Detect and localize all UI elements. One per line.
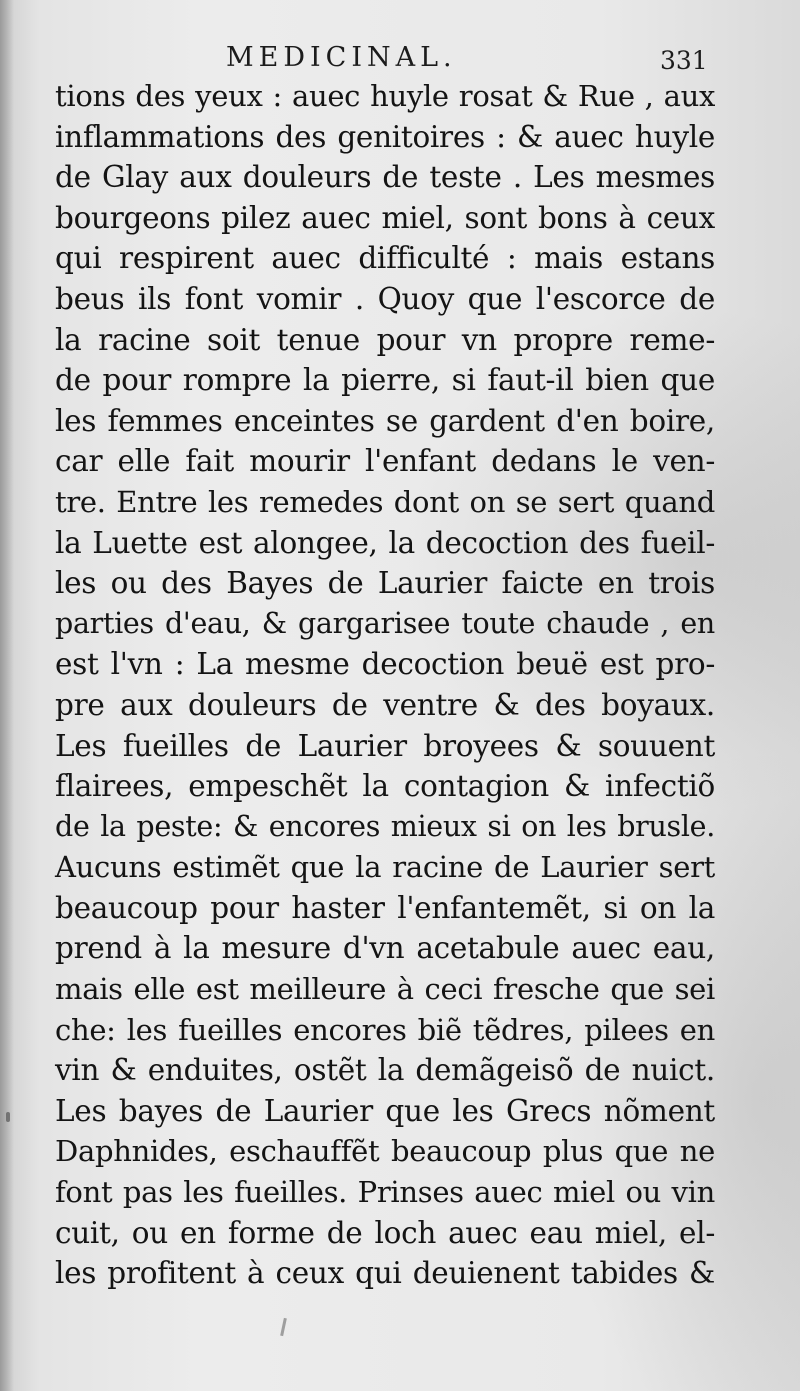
text-line: Les fueilles de Laurier broyees & souuent [55,728,715,763]
text-line: de Glay aux douleurs de teste . Les mesmes [55,160,715,195]
text-line: parties d'eau, & gargarisee toute chaude , en [55,606,715,640]
text-line: de pour rompre la pierre, si faut-il bien que [55,363,715,398]
text-line: font pas les fueilles. Prinses auec miel ou vin [55,1175,715,1210]
running-head [0,38,800,78]
text-line: cuit, ou en forme de loch auec eau miel, el- [55,1215,715,1250]
text-line: la racine soit tenue pour vn propre reme- [55,322,715,357]
text-line: vin & enduites, ostẽt la demãgeisõ de nuict. [55,1053,715,1088]
text-line: tions des yeux : auec huyle rosat & Rue , aux [55,79,715,113]
text-line: qui respirent auec difficulté : mais estans [55,241,715,276]
text-line: tre. Entre les remedes dont on se sert quand [55,484,715,519]
text-line: de la peste: & encores mieux si on les brusle. [55,809,715,843]
text-line: inflammations des genitoires : & auec huyle [55,119,715,154]
text-line: beus ils font vomir . Quoy que l'escorce de [55,281,715,316]
text-line: les femmes enceintes se gardent d'en boire, [55,403,715,438]
running-head-title: MEDICINAL. [226,42,457,73]
text-line: Les bayes de Laurier que les Grecs nõment [55,1093,715,1128]
text-line: che: les fueilles encores biẽ tẽdres, pilees en [55,1012,715,1047]
text-line: les ou des Bayes de Laurier faicte en trois [55,566,715,601]
text-line: pre aux douleurs de ventre & des boyaux. [55,687,715,722]
text-line: la Luette est alongee, la decoction des fueil- [55,525,715,560]
text-line: est l'vn : La mesme decoction beuë est pro- [55,647,715,682]
text-line: mais elle est meilleure à ceci fresche que sei [55,972,715,1007]
text-line: prend à la mesure d'vn acetabule auec eau, [55,931,715,966]
ink-smudge [280,1318,287,1336]
body-text [55,76,715,1294]
text-line: Aucuns estimẽt que la racine de Laurier sert [55,850,715,885]
ink-speck [6,1112,10,1122]
text-line: bourgeons pilez auec miel, sont bons à ceux [55,200,715,235]
text-line: les profitent à ceux qui deuienent tabides & [55,1256,715,1291]
text-line: flairees, empeschẽt la contagion & infectiõ [55,769,715,804]
text-line: beaucoup pour haster l'enfantemẽt, si on la [55,890,715,925]
page-number: 331 [660,46,708,75]
text-line: car elle fait mourir l'enfant dedans le ven- [55,444,715,479]
page-gutter-shadow [0,0,14,1391]
text-line: Daphnides, eschauffẽt beaucoup plus que ne [55,1134,715,1169]
